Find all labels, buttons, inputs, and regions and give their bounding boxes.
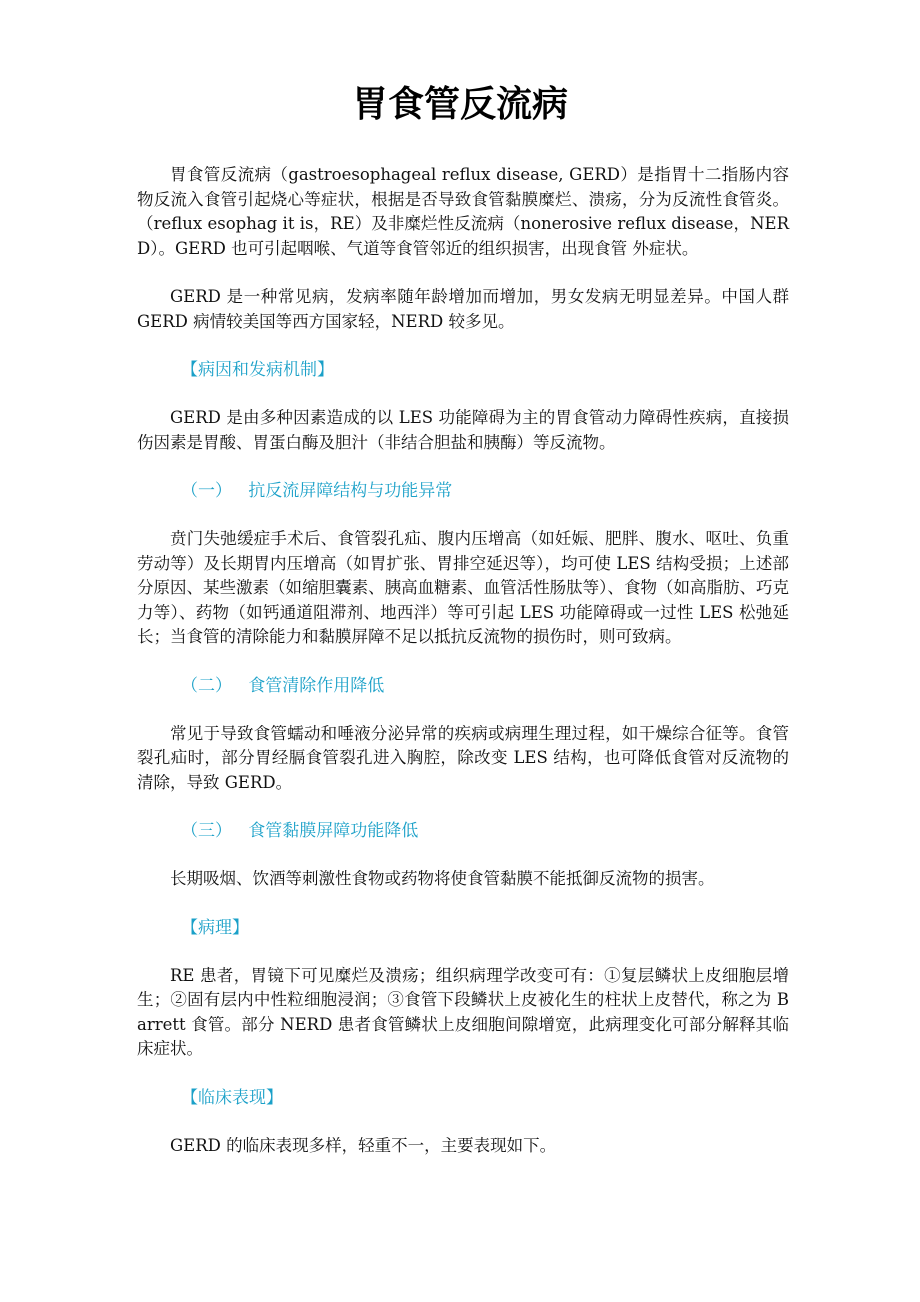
section-heading-etiology: 【病因和发病机制】 <box>181 360 334 380</box>
document-body <box>137 163 789 1158</box>
subsection-heading-3: （三） 食管黏膜屏障功能降低 <box>181 821 419 841</box>
paragraph-epidemiology: GERD 是一种常见病，发病率随年龄增加而增加，男女发病无明显差异。中国人群 GERD 病情较美国等西方国家轻，NERD 较多见。 <box>137 287 789 331</box>
section-heading-clinical: 【临床表现】 <box>181 1087 283 1108</box>
section-heading-pathology: 【病理】 <box>181 917 249 938</box>
paragraph-clinical: GERD 的临床表现多样，轻重不一，主要表现如下。 <box>170 1135 557 1155</box>
subsection-heading-1: （一） 抗反流屏障结构与功能异常 <box>181 481 453 501</box>
paragraph-clearance: 常见于导致食管蠕动和唾液分泌异常的疾病或病理生理过程，如干燥综合征等。食管裂孔疝时，部分胃经膈食管裂孔进入胸腔，除改变 LES 结构，也可降低食管对反流物的清除，导致 GERD。 <box>137 723 789 792</box>
paragraph-pathology: RE 患者，胃镜下可见糜烂及溃疡；组织病理学改变可有：①复层鳞状上皮细胞层增生；②固有层内中性粒细胞浸润；③食管下段鳞状上皮被化生的柱状上皮替代，称之为 Barrett 食管。部分 NERD 患者食管鳞状上皮细胞间隙增宽，此病理变化可部分解释其临床症状。 <box>137 965 789 1058</box>
paragraph-intro: 胃食管反流病（gastroesophageal reflux disease, GERD）是指胃十二指肠内容物反流入食管引起烧心等症状，根据是否导致食管黏膜糜烂、溃疡，分为反流性食管炎。（reflux esophag it is，RE）及非糜烂性反流病（nonerosive reflux disease，NERD）。GERD 也可引起咽喉、气道等食管邻近的组织损害，出现食管 外症状。 <box>137 165 789 258</box>
paragraph-barrier: 贲门失弛缓症手术后、食管裂孔疝、腹内压增高（如妊娠、肥胖、腹水、呕吐、负重劳动等）及长期胃内压增高（如胃扩张、胃排空延迟等），均可使 LES 结构受损；上述部分原因、某些激素（如缩胆囊素、胰高血糖素、血管活性肠肽等）、食物（如高脂肪、巧克力等）、药物（如钙通道阻滞剂、地西泮）等可引起 LES 功能障碍或一过性 LES 松弛延长；当食管的清除能力和黏膜屏障不足以抵抗反流物的损伤时，则可致病。 <box>137 529 789 646</box>
paragraph-etiology: GERD 是由多种因素造成的以 LES 功能障碍为主的胃食管动力障碍性疾病，直接损伤因素是胃酸、胃蛋白酶及胆汁（非结合胆盐和胰酶）等反流物。 <box>137 408 789 452</box>
document-title: 胃食管反流病 <box>351 84 568 125</box>
subsection-heading-2: （二） 食管清除作用降低 <box>181 675 385 696</box>
paragraph-mucosa: 长期吸烟、饮酒等刺激性食物或药物将使食管黏膜不能抵御反流物的损害。 <box>170 869 715 888</box>
